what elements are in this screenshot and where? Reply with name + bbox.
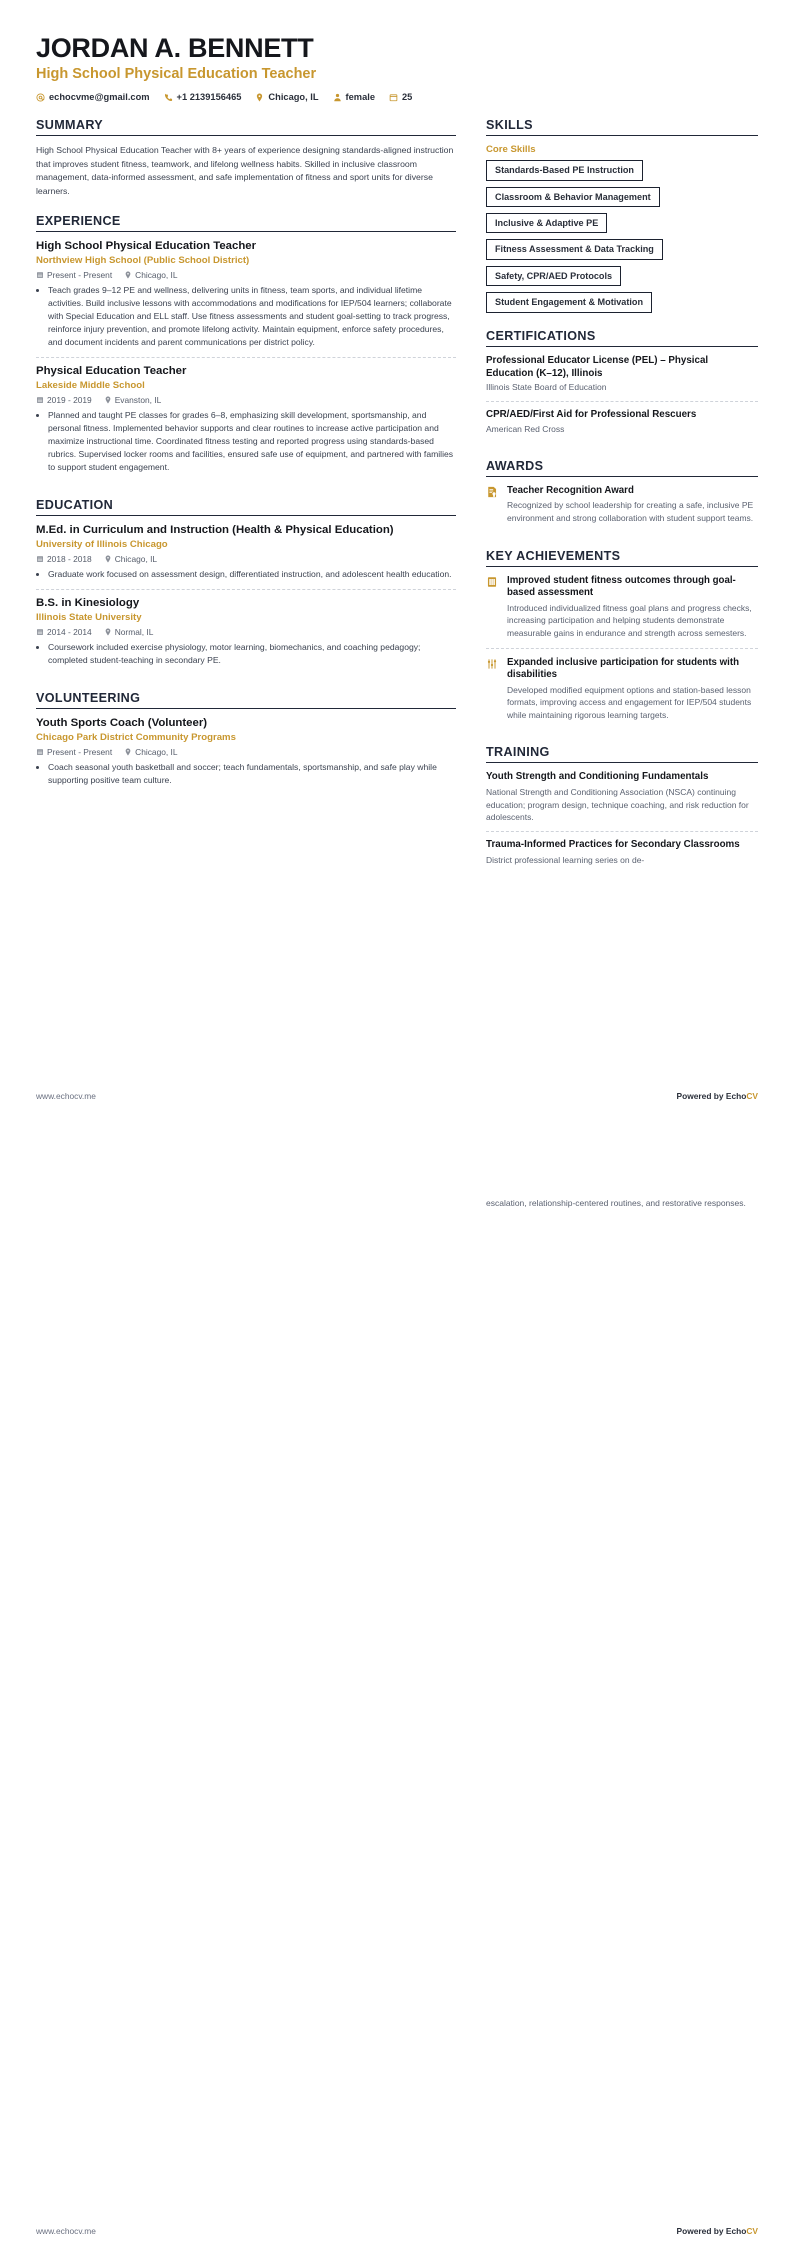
page-separator [0,1123,794,1135]
entry-meta [36,395,456,405]
training-description: National Strength and Conditioning Association (NSCA) continuing education; program design, technique coaching, and risk reduction for adolescents. [486,787,749,823]
bullet-item: • Graduate work focused on assessment design, differentiated instruction, and adolescent health education. [48,568,456,581]
contact-location-text: Chicago, IL [268,92,319,103]
footer-brand [677,2226,758,2236]
entry-role: Youth Sports Coach (Volunteer) [36,717,208,730]
entry-location [124,747,177,757]
location-icon [104,628,112,636]
section-divider [486,476,758,477]
training-description-continued: escalation, relationship-centered routines, and restorative responses. [486,1198,746,1208]
entry-degree: B.S. in Kinesiology [36,596,140,609]
training-item [486,831,758,873]
entry-dates [36,395,92,405]
skills-heading: SKILLS [486,118,533,133]
contact-gender [333,92,375,102]
clipboard-icon [486,575,499,640]
achievement-title: Expanded inclusive participation for students with disabilities [507,656,739,681]
achievement-title: Improved student fitness outcomes through goal-based assessment [507,574,736,599]
section-divider [486,566,758,567]
location-icon [124,271,132,279]
certification-name: CPR/AED/First Aid for Professional Rescuers [486,409,697,421]
contact-gender-text: female [345,92,375,103]
footer-brand-accent: CV [746,1091,758,1101]
calendar-icon [36,628,44,636]
entry-dates-text: Present - Present [47,747,113,758]
certificate-icon [486,485,499,525]
certifications-heading: CERTIFICATIONS [486,328,596,343]
training-title: Youth Strength and Conditioning Fundamentals [486,771,709,783]
entry-location-text: Normal, IL [114,627,154,638]
entry-role: High School Physical Education Teacher [36,240,257,253]
bullet-item: • Coach seasonal youth basketball and soccer; teach fundamentals, sportsmanship, and safe play while supporting positive team culture. [48,761,456,787]
footer-powered-prefix: Powered by [676,2226,726,2236]
contact-age-text: 25 [402,92,413,103]
footer-url[interactable]: www.echocv.me [36,1091,96,1101]
entry-location [104,395,162,405]
resume-page-1 [0,0,794,1123]
footer-powered-prefix: Powered by [676,1091,726,1101]
entry-bullets [36,761,456,787]
entry-dates [36,270,112,280]
section-certifications [486,329,758,443]
footer-url[interactable]: www.echocv.me [36,2226,96,2236]
section-awards [486,459,758,533]
resume-header [36,34,758,102]
phone-icon [164,93,173,102]
entry-organization: Lakeside Middle School [36,379,145,391]
section-training [486,745,758,873]
email-icon [36,93,45,102]
footer-brand-accent: CV [746,2226,758,2236]
certification-name: Professional Educator License (PEL) – Physical Education (K–12), Illinois [486,354,709,379]
bullet-item: • Planned and taught PE classes for grades 6–8, emphasizing skill development, sportsmanship, and personal fitness. Implemented behavior supports and clear routines to increase active participation and maximize instructional time. Coordinated fitness testing and reported progress using standards-based rubrics. Supervised locker rooms and facilities, ensured safe use of equipment, and partnered with families to support student engagement. [48,409,456,473]
achievement-item [486,575,758,648]
page-footer [36,2226,758,2236]
training-title: Trauma-Informed Practices for Secondary Classrooms [486,838,740,850]
entry-location-text: Chicago, IL [135,747,178,758]
section-skills [486,118,758,313]
location-icon [255,93,264,102]
entry-dates-text: 2019 - 2019 [47,395,92,406]
calendar-icon [389,93,398,102]
achievement-body [507,657,758,722]
footer-brand-name: Echo [725,1091,747,1101]
skill-chip: Fitness Assessment & Data Tracking [486,239,663,259]
sliders-icon [486,657,499,722]
right-column [486,118,758,889]
section-divider [36,231,456,232]
section-divider [486,346,758,347]
entry-dates-text: 2014 - 2014 [47,627,92,638]
entry-bullets [36,284,456,348]
bullet-item: • Teach grades 9–12 PE and wellness, delivering units in fitness, team sports, and individual lifetime activities. Build inclusive lessons with accommodations and modifications for IEP/504 learners; collaborate with Special Education and ELL staff. Use fitness assessments and student goal-setting to track progress, reinforce injury prevention, and promote lifelong activity. Maintain equipment, enforce safety procedures, and document incidents and parent communications per district policy. [48,284,456,348]
candidate-job-title: High School Physical Education Teacher [36,65,317,82]
awards-heading: AWARDS [486,458,544,473]
award-item [486,485,758,533]
section-summary [36,118,456,198]
person-icon [333,93,342,102]
calendar-icon [36,555,44,563]
entry-meta [36,554,456,564]
section-volunteering [36,691,456,795]
summary-text: High School Physical Education Teacher with 8+ years of experience designing standards-aligned instruction that improves student fitness, teamwork, and lifelong wellness habits. Skilled in inclusive classroom management, data-informed assessment, and safe implementation of fitness and sport units for diverse learners. [36,145,454,196]
entry-institution: University of Illinois Chicago [36,538,168,550]
entry-meta [36,747,456,757]
section-divider [36,515,456,516]
location-icon [104,555,112,563]
skill-chip: Student Engagement & Motivation [486,292,652,312]
section-divider [486,135,758,136]
entry-role: Physical Education Teacher [36,364,187,377]
training-heading: TRAINING [486,745,550,760]
entry-location-text: Chicago, IL [114,554,158,565]
contact-row [36,92,758,102]
skill-chip: Classroom & Behavior Management [486,187,660,207]
left-column [36,118,456,811]
entry-location-text: Evanston, IL [114,395,162,406]
skills-group-title: Core Skills [486,144,536,156]
entry-bullets [36,641,456,667]
award-body [507,485,758,525]
certification-issuer: American Red Cross [486,423,565,434]
entry-bullets [36,409,456,473]
calendar-icon [36,396,44,404]
entry-location [104,627,154,637]
award-description: Recognized by school leadership for creating a safe, inclusive PE environment and strong collaboration with student support teams. [507,500,754,523]
skill-chip: Standards-Based PE Instruction [486,160,643,180]
certification-item [486,401,758,443]
section-divider [486,762,758,763]
entry-location [104,554,157,564]
contact-phone-text: +1 2139156465 [176,92,242,103]
entry-meta [36,270,456,280]
contact-age [389,92,412,102]
section-divider [36,135,456,136]
achievement-description: Introduced individualized fitness goal plans and progress checks, increasing participation and helping students demonstrate measurable gains in endurance and strength across semesters. [507,602,752,638]
calendar-icon [36,748,44,756]
page-footer [36,1091,758,1101]
training-description: District professional learning series on de- [486,854,645,865]
entry-institution: Illinois State University [36,611,142,623]
footer-brand-name: Echo [725,2226,747,2236]
contact-location [255,92,318,102]
experience-heading: EXPERIENCE [36,214,121,229]
entry-degree: M.Ed. in Curriculum and Instruction (Health & Physical Education) [36,523,394,536]
resume-page-2 [0,1135,794,2258]
key-achievements-heading: KEY ACHIEVEMENTS [486,548,621,563]
entry-bullets [36,568,456,581]
entry-meta [36,627,456,637]
right-column-page2 [486,1135,758,1210]
education-entry [36,589,456,675]
entry-dates [36,747,112,757]
achievement-description: Developed modified equipment options and station-based lesson formats, improving access and engagement for IEP/504 students while maintaining rigorous learning targets. [507,684,752,720]
entry-organization: Chicago Park District Community Programs [36,732,236,743]
skill-chip: Safety, CPR/AED Protocols [486,266,621,286]
entry-dates [36,554,92,564]
calendar-icon [36,271,44,279]
volunteering-heading: VOLUNTEERING [36,691,141,706]
entry-organization: Northview High School (Public School District) [36,254,250,266]
contact-phone[interactable] [164,92,242,102]
volunteering-entry [36,717,456,795]
bullet-item: • Coursework included exercise physiology, motor learning, biomechanics, and coaching pedagogy; completed student-teaching in secondary PE. [48,641,456,667]
section-divider [36,708,456,709]
experience-entry [36,357,456,482]
achievement-body [507,575,758,640]
training-item [486,771,758,830]
education-entry [36,524,456,589]
contact-email-text: echocvme@gmail.com [49,92,150,103]
award-title: Teacher Recognition Award [507,484,634,496]
location-icon [104,396,112,404]
education-heading: EDUCATION [36,497,114,512]
entry-dates-text: 2018 - 2018 [47,554,92,565]
entry-dates-text: Present - Present [47,270,113,281]
entry-location [124,270,177,280]
section-education [36,498,456,675]
section-key-achievements [486,549,758,730]
location-icon [124,748,132,756]
skill-chip: Inclusive & Adaptive PE [486,213,607,233]
summary-heading: SUMMARY [36,118,104,133]
footer-brand [677,1091,758,1101]
entry-location-text: Chicago, IL [135,270,178,281]
candidate-name: JORDAN A. BENNETT [36,33,314,63]
contact-email[interactable] [36,92,150,102]
certification-issuer: Illinois State Board of Education [486,382,607,393]
skills-chip-list [486,160,758,313]
achievement-item [486,648,758,730]
experience-entry [36,240,456,357]
section-experience [36,214,456,482]
certification-item [486,355,758,401]
entry-dates [36,627,92,637]
